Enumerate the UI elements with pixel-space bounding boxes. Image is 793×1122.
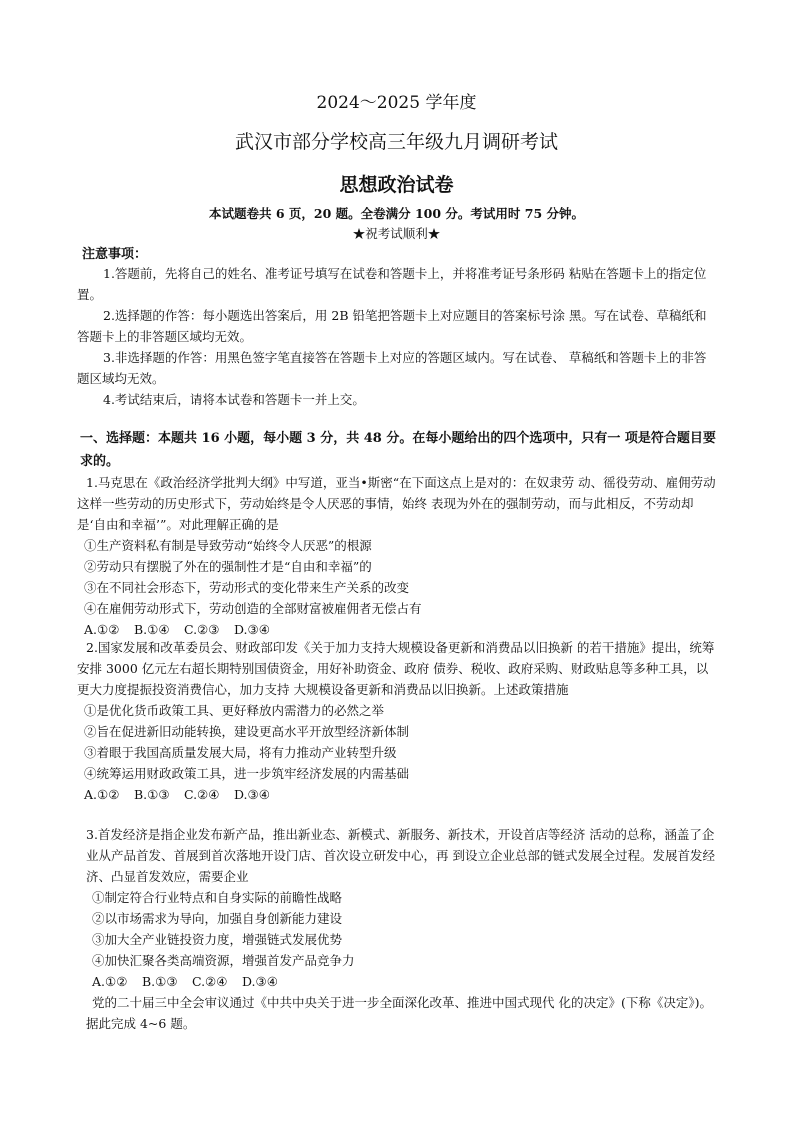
answer-choice: B.①③ [133, 787, 170, 802]
answer-choice: C.②④ [183, 787, 220, 802]
school-year: 2024～2025 学年度 [316, 93, 477, 113]
answer-choices [86, 971, 720, 992]
option-item: ②劳动只有摆脱了外在的强制性才是“自由和幸福”的 [84, 559, 372, 574]
material-intro: 党的二十届三中全会审议通过《中共中央关于进一步全面深化改革、推进中国式现代 化的决定》(下称《决定》)。据此完成 4~6 题。 [86, 995, 712, 1031]
option-item: ④加快汇聚各类高端资源，增强首发产品竞争力 [92, 953, 355, 968]
option-item: ④在雇佣劳动形式下，劳动创造的全部财富被雇佣者无偿占有 [84, 601, 422, 616]
question-3 [86, 824, 720, 1034]
notes-heading: 注意事项： [82, 247, 148, 262]
question-stem: 3.首发经济是指企业发布新产品，推出新业态、新模式、新服务、新技术，开设首店等经济 活动的总称，涵盖了企业从产品首发、首展到首次落地开设门店、首次设立研发中心，再 到设立企业总部的链式发展全过程。发展首发经济、凸显首发效应，需要企业 [86, 827, 715, 884]
note-item: 4.考试结束后，请将本试卷和答题卡一并上交。 [103, 392, 365, 407]
answer-choice: D.③④ [241, 974, 278, 989]
exam-meta: 本试题卷共 6 页，20 题。全卷满分 100 分。考试用时 75 分钟。 [208, 206, 585, 221]
answer-choice: A.①② [84, 622, 120, 637]
question-stem: 2.国家发展和改革委员会、财政部印发《关于加力支持大规模设备更新和消费品以旧换新 的若干措施》提出，统筹安排 3000 亿元左右超长期特别国债资金，用好补助资金、政府 债券、税收、政府采购、财政贴息等多种工具，以更大力度提振投资消费信心，加力支持 大规模设备更新和消费品以旧换新。上述政策措施 [77, 640, 715, 697]
answer-choices [77, 784, 717, 805]
option-item: ①制定符合行业特点和自身实际的前瞻性战略 [92, 890, 343, 905]
option-item: ③着眼于我国高质量发展大局，将有力推动产业转型升级 [84, 745, 397, 760]
note-item: 2.选择题的作答：每小题选出答案后，用 2B 铅笔把答题卡上对应题目的答案标号涂 黑。写在试卷、草稿纸和答题卡上的非答题区域均无效。 [77, 308, 707, 344]
subject-title: 思想政治试卷 [339, 174, 454, 196]
answer-choice: D.③④ [233, 787, 270, 802]
option-item: ①生产资料私有制是导致劳动“始终令人厌恶”的根源 [84, 538, 372, 553]
option-item: ④统筹运用财政政策工具，进一步筑牢经济发展的内需基础 [84, 766, 410, 781]
option-item: ②旨在促进新旧动能转换，建设更高水平开放型经济新体制 [84, 724, 410, 739]
note-item: 3.非选择题的作答：用黑色签字笔直接答在答题卡上对应的答题区域内。写在试卷、 草稿纸和答题卡上的非答题区域均无效。 [77, 350, 707, 386]
option-item: ③加大全产业链投资力度，增强链式发展优势 [92, 932, 343, 947]
question-stem: 1.马克思在《政治经济学批判大纲》中写道，亚当•斯密“在下面这点上是对的：在奴隶劳 动、徭役劳动、雇佣劳动这样一些劳动的历史形式下，劳动始终是令人厌恶的事情，始终 表现为外在的强制劳动，而与此相反，不劳动却是‘自由和幸福’”。对此理解正确的是 [77, 475, 716, 532]
answer-choice: B.①③ [141, 974, 178, 989]
question-2 [77, 637, 717, 805]
option-item: ②以市场需求为导向，加强自身创新能力建设 [92, 911, 343, 926]
option-item: ③在不同社会形态下，劳动形式的变化带来生产关系的改变 [84, 580, 410, 595]
exam-title: 武汉市部分学校高三年级九月调研考试 [234, 131, 558, 153]
note-item: 1.答题前，先将自己的姓名、准考证号填写在试卷和答题卡上，并将准考证号条形码 粘贴在答题卡上的指定位置。 [77, 266, 707, 302]
answer-choice: D.③④ [233, 622, 270, 637]
section-heading: 一、选择题：本题共 16 小题，每小题 3 分，共 48 分。在每小题给出的四个选项中，只有一 项是符合题目要求的。 [80, 431, 716, 469]
answer-choice: C.②④ [191, 974, 228, 989]
good-luck-line: ★祝考试顺利★ [352, 226, 441, 241]
answer-choice: B.①④ [133, 622, 170, 637]
option-item: ①是优化货币政策工具、更好释放内需潜力的必然之举 [84, 703, 385, 718]
notes-list [77, 263, 717, 410]
answer-choice: C.②③ [183, 622, 220, 637]
answer-choice: A.①② [84, 787, 120, 802]
question-1 [77, 472, 717, 640]
answer-choice: A.①② [92, 974, 128, 989]
